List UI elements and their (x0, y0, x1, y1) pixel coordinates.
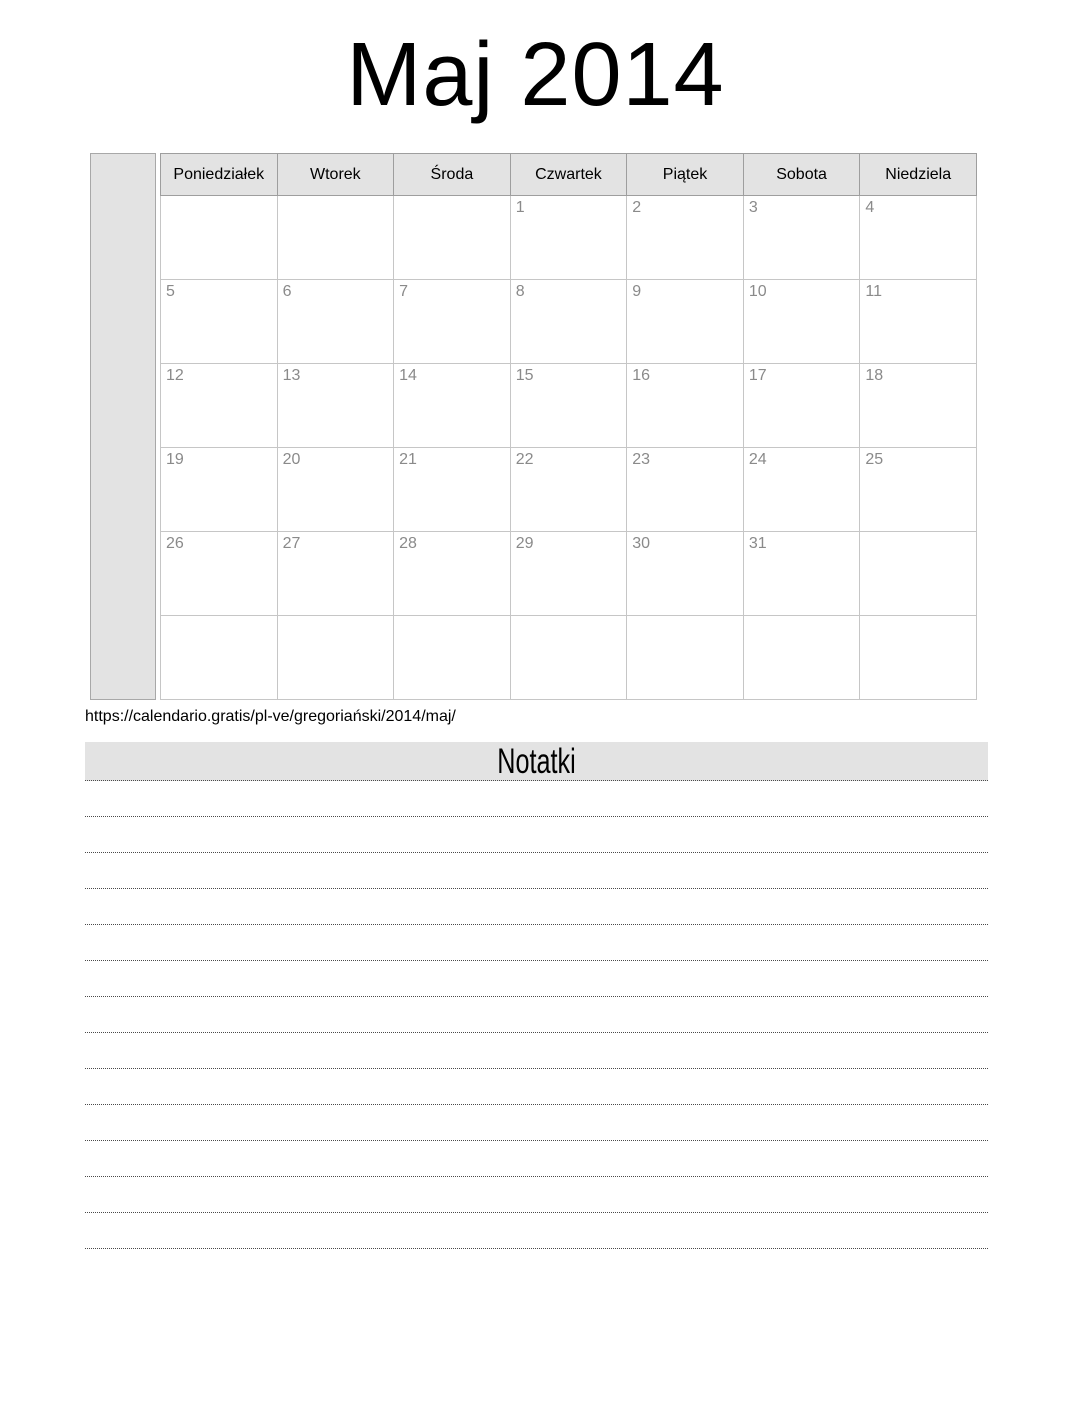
day-number: 8 (515, 283, 525, 300)
weekday-header-row (161, 154, 977, 196)
day-cell (161, 448, 278, 532)
weekday-header-thursday: Czwartek (510, 154, 627, 196)
day-cell (510, 532, 627, 616)
day-cell (510, 364, 627, 448)
day-cell (394, 196, 511, 280)
day-number: 25 (865, 451, 884, 468)
note-line (85, 1033, 988, 1069)
note-line (85, 1141, 988, 1177)
day-number: 19 (166, 451, 184, 468)
day-number: 1 (515, 199, 525, 216)
day-number: 12 (166, 367, 184, 384)
calendar-page (0, 25, 1071, 1416)
day-number: 27 (282, 535, 301, 552)
day-number (161, 626, 166, 629)
day-number: 6 (282, 283, 292, 300)
day-number: 21 (399, 451, 417, 468)
day-number: 23 (632, 451, 651, 468)
note-line (85, 1069, 988, 1105)
notes-title: Notatki (497, 742, 576, 781)
day-number: 13 (282, 367, 301, 384)
day-number: 31 (748, 535, 767, 552)
week-row (161, 364, 977, 448)
day-number: 30 (632, 535, 651, 552)
week-row (161, 448, 977, 532)
day-cell (510, 280, 627, 364)
day-number (744, 626, 749, 629)
day-cell (627, 448, 744, 532)
day-cell (394, 364, 511, 448)
day-cell (627, 280, 744, 364)
notes-section (85, 742, 988, 1249)
calendar-container (90, 153, 977, 700)
day-cell (394, 616, 511, 700)
day-number: 15 (515, 367, 534, 384)
notes-header (85, 742, 988, 781)
day-cell (510, 616, 627, 700)
weekday-header-monday: Poniedziałek (161, 154, 278, 196)
note-line (85, 781, 988, 817)
day-number (278, 206, 283, 209)
day-number: 5 (166, 283, 175, 300)
day-cell (161, 196, 278, 280)
day-number: 24 (748, 451, 767, 468)
day-cell (627, 616, 744, 700)
day-cell (743, 364, 860, 448)
note-line (85, 997, 988, 1033)
week-number-column (90, 153, 156, 700)
day-cell (627, 364, 744, 448)
day-number: 9 (632, 283, 642, 300)
weekday-header-saturday: Sobota (743, 154, 860, 196)
weekday-header-wednesday: Środa (394, 154, 511, 196)
day-cell (394, 280, 511, 364)
day-number (161, 206, 166, 209)
week-row (161, 280, 977, 364)
day-number: 2 (632, 199, 642, 216)
day-cell (860, 280, 977, 364)
day-cell (277, 280, 394, 364)
note-line (85, 925, 988, 961)
day-cell (627, 196, 744, 280)
day-number: 29 (515, 535, 534, 552)
day-number: 20 (282, 451, 301, 468)
day-cell (161, 364, 278, 448)
day-cell (860, 196, 977, 280)
day-number: 10 (748, 283, 767, 300)
weekday-header-tuesday: Wtorek (277, 154, 394, 196)
day-number: 17 (748, 367, 767, 384)
day-cell (860, 532, 977, 616)
week-row (161, 196, 977, 280)
day-cell (743, 616, 860, 700)
day-number (394, 626, 399, 629)
note-line (85, 961, 988, 997)
day-cell (860, 448, 977, 532)
note-line (85, 1105, 988, 1141)
day-cell (860, 364, 977, 448)
day-number (394, 206, 399, 209)
note-line (85, 1177, 988, 1213)
day-cell (277, 448, 394, 532)
day-number: 16 (632, 367, 651, 384)
day-cell (277, 364, 394, 448)
day-number (627, 626, 632, 629)
day-number: 4 (865, 199, 875, 216)
day-cell (277, 616, 394, 700)
day-cell (510, 196, 627, 280)
day-cell (161, 616, 278, 700)
note-line (85, 853, 988, 889)
day-cell (743, 280, 860, 364)
weekday-header-friday: Piątek (627, 154, 744, 196)
day-cell (743, 196, 860, 280)
day-number (511, 626, 516, 629)
day-cell (277, 532, 394, 616)
day-number (860, 626, 865, 629)
source-url: https://calendario.gratis/pl-ve/gregoriański/2014/maj/ (85, 708, 456, 725)
day-cell (161, 280, 278, 364)
day-number: 28 (399, 535, 417, 552)
day-number: 7 (399, 283, 409, 300)
note-line (85, 889, 988, 925)
day-number: 18 (865, 367, 884, 384)
day-cell (627, 532, 744, 616)
week-row (161, 532, 977, 616)
day-number (278, 626, 283, 629)
calendar-table (160, 153, 977, 700)
note-line (85, 817, 988, 853)
day-cell (743, 532, 860, 616)
day-cell (394, 532, 511, 616)
day-cell (394, 448, 511, 532)
weekday-header-sunday: Niedziela (860, 154, 977, 196)
day-cell (743, 448, 860, 532)
day-cell (860, 616, 977, 700)
week-row (161, 616, 977, 700)
day-number: 14 (399, 367, 417, 384)
day-number: 22 (515, 451, 534, 468)
day-number: 11 (865, 283, 882, 300)
day-cell (277, 196, 394, 280)
note-line (85, 1213, 988, 1249)
page-title: Maj 2014 (346, 25, 725, 125)
day-number: 26 (166, 535, 184, 552)
day-number: 3 (748, 199, 758, 216)
day-cell (161, 532, 278, 616)
day-number (860, 542, 865, 545)
day-cell (510, 448, 627, 532)
